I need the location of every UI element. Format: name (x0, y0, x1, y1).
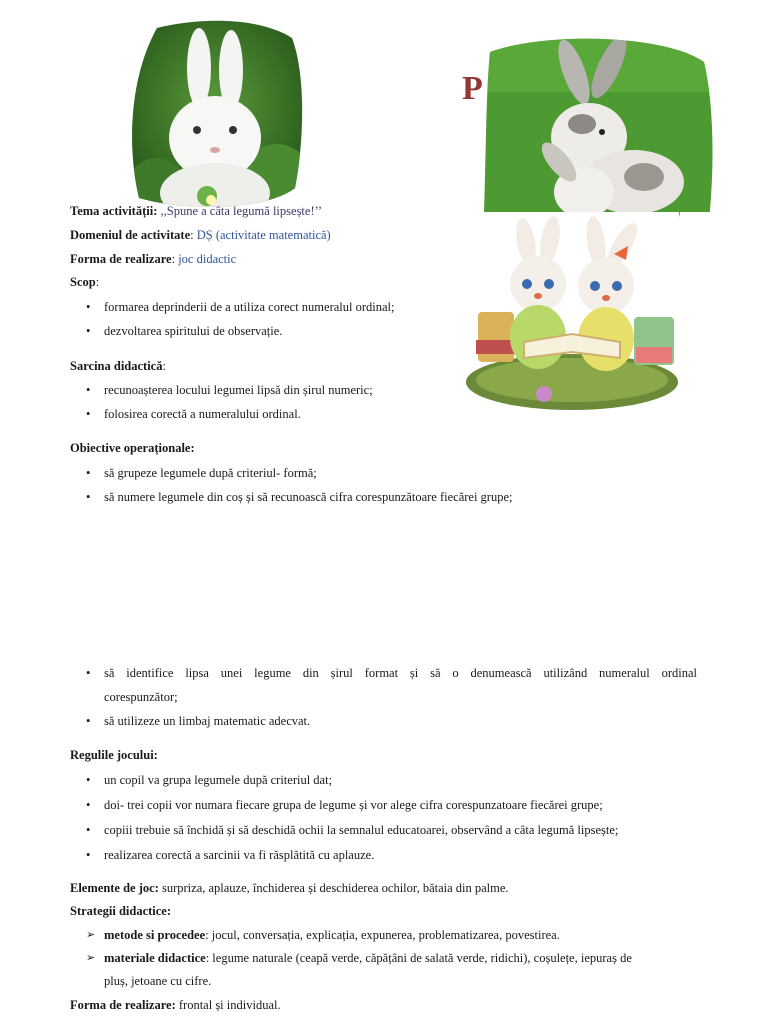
bullet-glyph: • (86, 466, 91, 480)
final-forma-value: frontal și individual. (175, 998, 281, 1012)
sarcina-item: recunoașterea locului legumei lipsă din șirul numeric; (104, 383, 373, 397)
bullet-glyph: • (86, 324, 91, 338)
sarcina-line: Sarcina didactică: (70, 359, 166, 373)
tema-value: ,,Spune a câta legumă lipsește!’’ (160, 204, 323, 218)
scop-item: dezvoltarea spiritului de observație. (104, 324, 283, 338)
bullet-glyph: • (86, 666, 91, 680)
elemente-value: surpriza, aplauze, închiderea și deschiderea ochilor, bătaia din palme. (158, 881, 509, 895)
bullet-glyph: • (86, 383, 91, 397)
reguli-item: copiii trebuie să închidă și să deschidă ochii la semnalul educatoarei, observând a câta legumă lipsește; (104, 823, 619, 837)
domeniu-value: DȘ (activitate matematică) (196, 228, 331, 242)
obiective-item: să utilizeze un limbaj matematic adecvat. (104, 714, 311, 728)
metode-value: : jocul, conversația, explicația, expunerea, problematizarea, povestirea. (205, 928, 560, 942)
arrow-glyph: ➢ (86, 929, 96, 941)
reguli-item: realizarea corectă a sarcinii va fi răsplătită cu aplauze. (104, 848, 375, 862)
forma-label: Forma de realizare (70, 252, 172, 266)
scop-item: formarea deprinderii de a utiliza corect numeralul ordinal; (104, 300, 395, 314)
scop-line: Scop: (70, 275, 100, 289)
domeniu-line: Domeniul de activitate: DȘ (activitate matematică) (70, 228, 331, 242)
final-forma-line (70, 997, 281, 1013)
arrow-glyph: ➢ (86, 952, 96, 964)
scop-label: Scop (70, 275, 96, 289)
final-forma-label: Forma de realizare: (70, 998, 176, 1012)
reguli-item: doi- trei copii vor numara fiecare grupa de legume și vor alege cifra corespunzatoare fiecărei grupe; (104, 798, 603, 812)
bullet-glyph: • (86, 300, 91, 314)
strategii-label: Strategii didactice: (70, 904, 172, 918)
obiective-label: Obiective operaționale: (70, 441, 195, 455)
materiale-value: : legume naturale (ceapă verde, căpățâni de salată verde, ridichi), coșulețe, iepuraș de (205, 951, 632, 965)
bullet-glyph: • (86, 714, 91, 728)
reguli-label: Regulile jocului: (70, 748, 158, 762)
forma-line: Forma de realizare: joc didactic (70, 252, 237, 266)
materiale-line (104, 950, 632, 966)
materiale-cont: pluș, jetoane cu cifre. (104, 974, 212, 988)
obiective-item: să numere legumele din coș și să recunoască cifra corespunzătoare fiecărei grupe; (104, 490, 513, 504)
elemente-line (70, 880, 509, 896)
elemente-label: Elemente de joc: (70, 881, 159, 895)
sarcina-item: folosirea corectă a numeralului ordinal. (104, 407, 301, 421)
sarcina-label: Sarcina didactică (70, 359, 163, 373)
reguli-item: un copil va grupa legumele după criteriul dat; (104, 773, 333, 787)
bullet-glyph: • (86, 773, 91, 787)
bullet-glyph: • (86, 848, 91, 862)
bunny-photo-white (127, 18, 305, 210)
bullet-glyph: • (86, 490, 91, 504)
decor-letter: P (462, 70, 483, 107)
materiale-label: materiale didactice (104, 951, 206, 965)
tema-label: Tema activității: (70, 204, 158, 218)
obiective-item: să grupeze legumele după criteriul- formă; (104, 466, 317, 480)
forma-value: joc didactic (178, 252, 237, 266)
obiective-item-cont: corespunzător; (104, 690, 178, 704)
obiective-item: să identifice lipsa unei legume din șirul format și să o denumească utilizând numeralul ordinal (104, 666, 697, 680)
bullet-glyph: • (86, 798, 91, 812)
bullet-glyph: • (86, 823, 91, 837)
tema-line (70, 203, 322, 219)
metode-line (104, 927, 560, 943)
bullet-glyph: • (86, 407, 91, 421)
metode-label: metode si procedee (104, 928, 206, 942)
domeniu-label: Domeniul de activitate (70, 228, 191, 242)
bunny-figurine (464, 212, 678, 412)
